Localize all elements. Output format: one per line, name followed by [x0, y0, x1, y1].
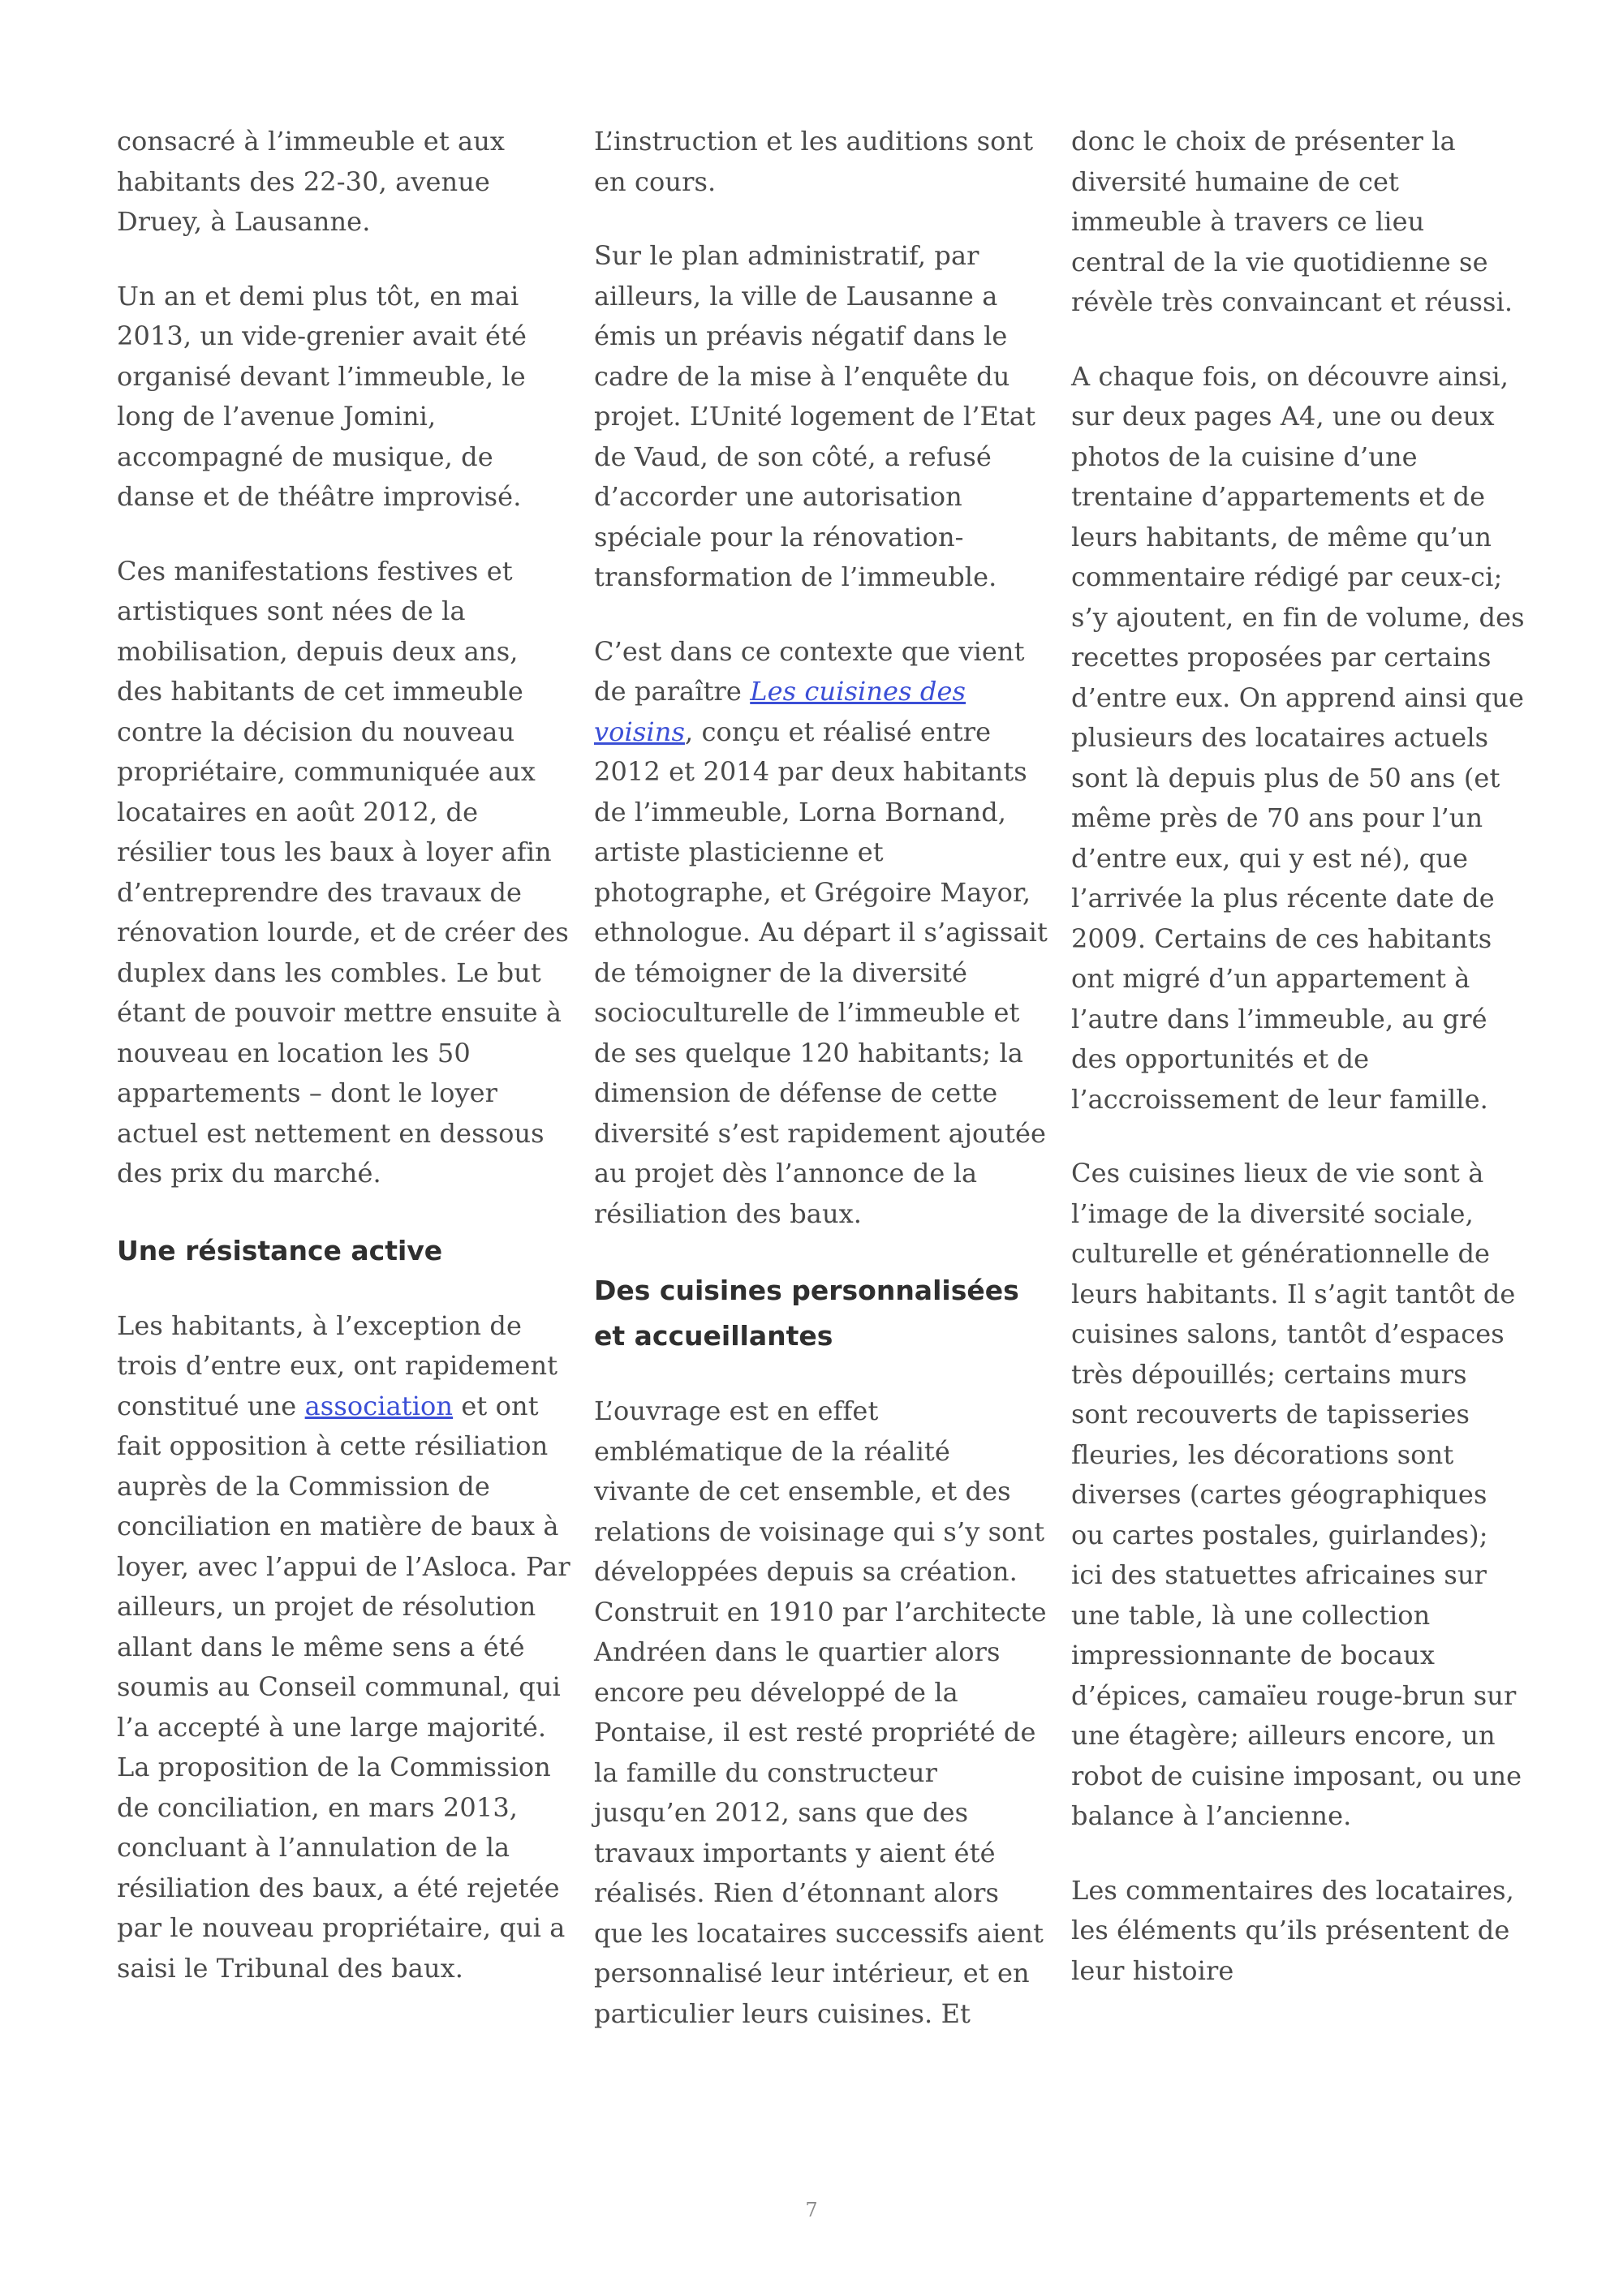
text-column-3: [1071, 122, 1526, 2025]
text-column-1: [117, 122, 571, 2023]
section-heading: Des cuisines personnalisées et accueillantes: [594, 1275, 1019, 1352]
paragraph-text: Les habitants, à l’exception de trois d’entre eux, ont rapidement constitué une: [117, 1309, 558, 1421]
association-link[interactable]: association: [304, 1390, 454, 1421]
paragraph: Un an et demi plus tôt, en mai 2013, un vide-grenier avait été organisé devant l’immeuble, le long de l’avenue Jomini, accompagné de musique, de danse et de théâtre improvisé.: [117, 280, 527, 512]
text-column-2: [594, 122, 1048, 2068]
paragraph: [594, 632, 1048, 1235]
section-heading: Une résistance active: [117, 1234, 443, 1266]
paragraph: [117, 1306, 571, 1989]
paragraph-text: et ont fait opposition à cette résiliation auprès de la Commission de conciliation en matière de baux à loyer, avec l’appui de l’Asloca. Par ailleurs, un projet de résolution allant dans le même sens a été soumis au Conseil communal, qui l’a accepté à une large majorité. La proposition de la Commission de conciliation, en mars 2013, concluant à l’annulation de la résiliation des baux, a été rejetée par le nouveau propriétaire, qui a saisi le Tribunal des baux.: [117, 1390, 570, 1984]
book-title-link[interactable]: Les cuisines des voisins: [594, 676, 966, 747]
paragraph: Ces cuisines lieux de vie sont à l’image de la diversité sociale, culturelle et générationnelle de leurs habitants. Il s’agit tantôt de cuisines salons, tantôt d’espaces très dépouillés; certains murs sont recouverts de tapisseries fleuries, les décorations sont diverses (cartes géographiques ou cartes postales, guirlandes); ici des statuettes africaines sur une table, là une collection impressionnante de bocaux d’épices, camaïeu rouge-brun sur une étagère; ailleurs encore, un robot de cuisine imposant, ou une balance à l’ancienne.: [1071, 1158, 1522, 1831]
paragraph: donc le choix de présenter la diversité humaine de cet immeuble à travers ce lieu central de la vie quotidienne se révèle très convaincant et réussi.: [1071, 126, 1513, 317]
paragraph: L’instruction et les auditions sont en cours.: [594, 126, 1034, 197]
paragraph: Ces manifestations festives et artistiques sont nées de la mobilisation, depuis deux ans, des habitants de cet immeuble contre la décision du nouveau propriétaire, communiquée aux locataires en août 2012, de résilier tous les baux à loyer afin d’entreprendre des travaux de rénovation lourde, et de créer des duplex dans les combles. Le but étant de pouvoir mettre ensuite à nouveau en location les 50 appartements – dont le loyer actuel est nettement en dessous des prix du marché.: [117, 555, 569, 1189]
paragraph: consacré à l’immeuble et aux habitants des 22-30, avenue Druey, à Lausanne.: [117, 126, 506, 237]
paragraph: Les commentaires des locataires, les éléments qu’ils présentent de leur histoire: [1071, 1874, 1514, 1986]
paragraph: L’ouvrage est en effet emblématique de la réalité vivante de cet ensemble, et des relations de voisinage qui s’y sont développées depuis sa création. Construit en 1910 par l’architecte Andréen dans le quartier alors encore peu développé de la Pontaise, il est resté propriété de la famille du constructeur jusqu’en 2012, sans que des travaux importants y aient été réalisés. Rien d’étonnant alors que les locataires successifs aient personnalisé leur intérieur, et en particulier leurs cuisines. Et: [594, 1395, 1047, 2029]
paragraph-text: C’est dans ce contexte que vient de paraître: [594, 635, 1025, 707]
paragraph-text: , conçu et réalisé entre 2012 et 2014 par deux habitants de l’immeuble, Lorna Bornand, artiste plasticienne et photographe, et Grégoire Mayor, ethnologue. Au départ il s’agissait de témoigner de la diversité socioculturelle de l’immeuble et de ses quelque 120 habitants; la dimension de défense de cette diversité s’est rapidement ajoutée au projet dès l’annonce de la résiliation des baux.: [594, 716, 1048, 1229]
page-number: 7: [805, 2199, 818, 2221]
paragraph: A chaque fois, on découvre ainsi, sur deux pages A4, une ou deux photos de la cuisine d’une trentaine d’appartements et de leurs habitants, de même qu’un commentaire rédigé par ceux-ci; s’y ajoutent, en fin de volume, des recettes proposées par certains d’entre eux. On apprend ainsi que plusieurs des locataires actuels sont là depuis plus de 50 ans (et même près de 70 ans pour l’un d’entre eux, qui y est né), que l’arrivée la plus récente date de 2009. Certains de ces habitants ont migré d’un appartement à l’autre dans l’immeuble, au gré des opportunités et de l’accroissement de leur famille.: [1071, 360, 1525, 1115]
paragraph: Sur le plan administratif, par ailleurs, la ville de Lausanne a émis un préavis négatif dans le cadre de la mise à l’enquête du projet. L’Unité logement de l’Etat de Vaud, de son côté, a refusé d’accorder une autorisation spéciale pour la rénovation-transformation de l’immeuble.: [594, 240, 1036, 592]
